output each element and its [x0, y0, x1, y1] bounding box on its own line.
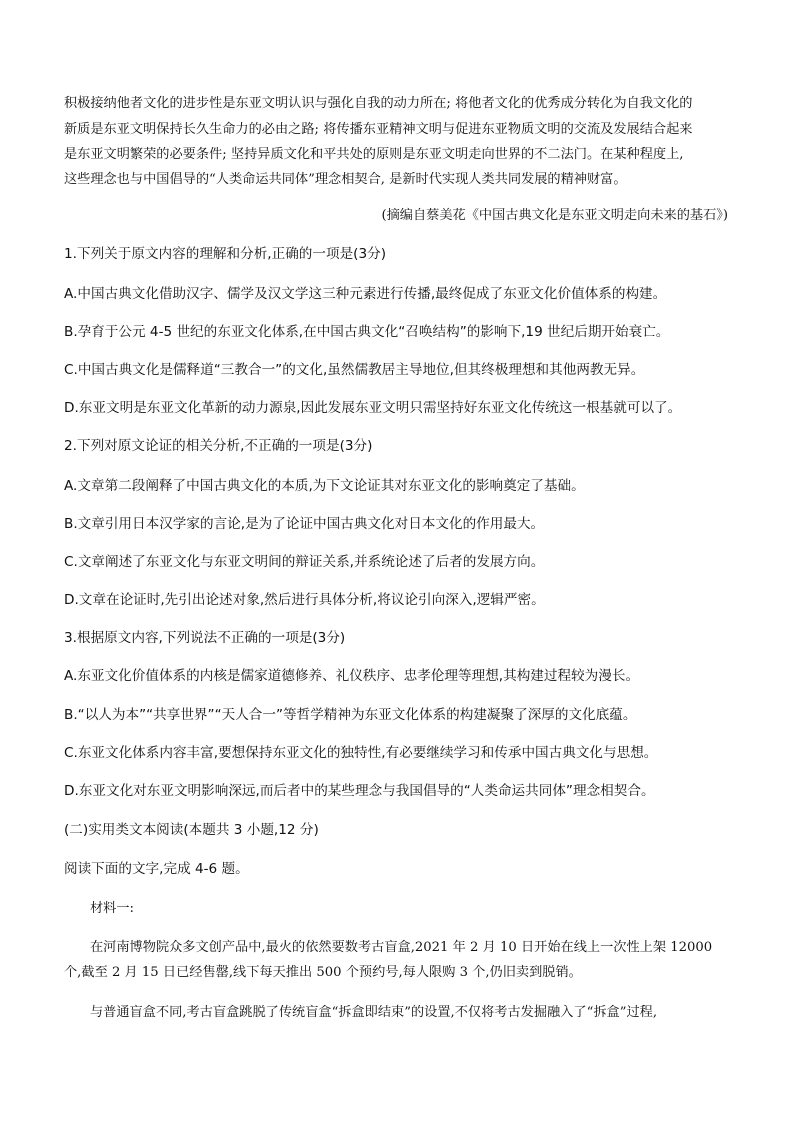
passage-line: 积极接纳他者文化的进步性是东亚文明认识与强化自我的动力所在; 将他者文化的优秀成分转化为自我文化的 — [64, 96, 693, 111]
option-a[interactable]: A.文章第二段阐释了中国古典文化的本质,为下文论证其对东亚文化的影响奠定了基础。 — [64, 478, 585, 494]
section-heading: (二)实用类文本阅读(本题共 3 小题,12 分) — [64, 822, 319, 838]
passage-line: 新质是东亚文明保持长久生命力的必由之路; 将传播东亚精神文明与促进东亚物质文明的交流及发展结合起来 — [64, 122, 693, 137]
option-a[interactable]: A.中国古典文化借助汉字、儒学及汉文学这三种元素进行传播,最终促成了东亚文化价值体系的构建。 — [64, 286, 667, 302]
passage-source: (摘编自蔡美花《中国古典文化是东亚文明走向未来的基石》) — [381, 208, 728, 223]
option-c[interactable]: C.中国古典文化是儒释道“三教合一”的文化,虽然儒教居主导地位,但其终极理想和其他两教无异。 — [64, 362, 645, 378]
option-c[interactable]: C.文章阐述了东亚文化与东亚文明间的辩证关系,并系统论述了后者的发展方向。 — [64, 554, 545, 570]
option-b[interactable]: B.文章引用日本汉学家的言论,是为了论证中国古典文化对日本文化的作用最大。 — [64, 516, 545, 532]
option-b[interactable]: B.孕育于公元 4-5 世纪的东亚文化体系,在中国古典文化“召唤结构”的影响下,19 世纪后期开始衰亡。 — [64, 324, 670, 340]
option-a[interactable]: A.东亚文化价值体系的内核是儒家道德修养、礼仪秩序、忠孝伦理等理想,其构建过程较为漫长。 — [64, 668, 640, 684]
material-paragraph: 个,截至 2 月 15 日已经售罄,线下每天推出 500 个预约号,每人限购 3 个,仍旧卖到脱销。 — [64, 965, 582, 980]
passage-line: 这些理念也与中国倡导的“人类命运共同体”理念相契合, 是新时代实现人类共同发展的精神财富。 — [64, 172, 627, 187]
section-instruction: 阅读下面的文字,完成 4-6 题。 — [64, 861, 249, 877]
material-paragraph: 在河南博物院众多文创产品中,最火的依然要数考古盲盒,2021 年 2 月 10 日开始在线上一次性上架 12000 — [90, 940, 713, 955]
material-label: 材料一: — [90, 901, 135, 916]
passage-line: 是东亚文明繁荣的必要条件; 坚持异质文化和平共处的原则是东亚文明走向世界的不二法门。在某种程度上, — [64, 147, 684, 162]
option-d[interactable]: D.东亚文明是东亚文化革新的动力源泉,因此发展东亚文明只需坚持好东亚文化传统这一根基就可以了。 — [64, 400, 682, 416]
question-stem: 3.根据原文内容,下列说法不正确的一项是(3分) — [64, 630, 346, 646]
option-c[interactable]: C.东亚文化体系内容丰富,要想保持东亚文化的独特性,有必要继续学习和传承中国古典文化与思想。 — [64, 745, 658, 761]
material-paragraph: 与普通盲盒不同,考古盲盒跳脱了传统盲盒“拆盒即结束”的设置,不仅将考古发掘融入了“拆盒”过程, — [90, 1005, 658, 1020]
question-stem: 1.下列关于原文内容的理解和分析,正确的一项是(3分) — [64, 246, 387, 262]
option-b[interactable]: B.“以人为本”“共享世界”“天人合一”等哲学精神为东亚文化体系的构建凝聚了深厚的文化底蕴。 — [64, 707, 637, 723]
option-d[interactable]: D.文章在论证时,先引出论述对象,然后进行具体分析,将议论引向深入,逻辑严密。 — [64, 592, 545, 608]
option-d[interactable]: D.东亚文化对东亚文明影响深远,而后者中的某些理念与我国倡导的“人类命运共同体”理念相契合。 — [64, 783, 655, 799]
question-stem: 2.下列对原文论证的相关分析,不正确的一项是(3分) — [64, 438, 373, 454]
